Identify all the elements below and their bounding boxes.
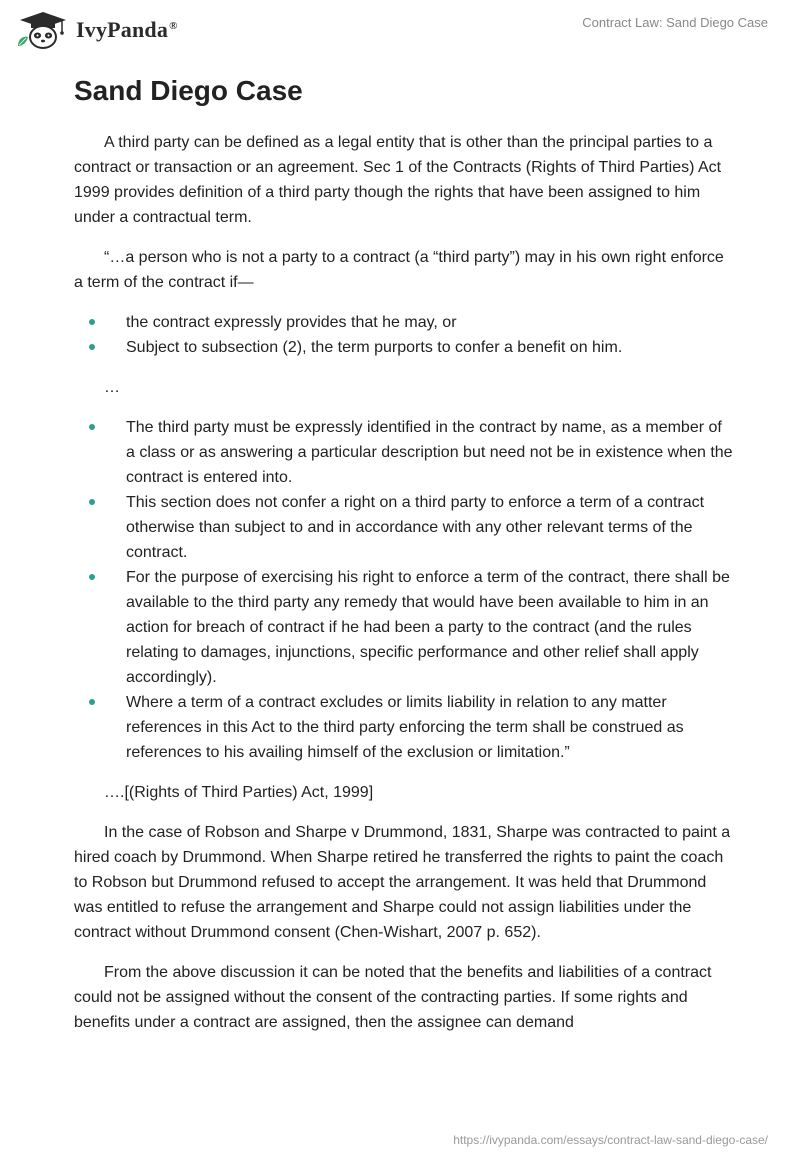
paragraph-robson-case: In the case of Robson and Sharpe v Drummond, 1831, Sharpe was contracted to paint a hired coach by Drummond. When Sharpe retired he transferred the rights to paint the coach to Robson but Drummond refused to accept the arrangement. It was held that Drummond was entitled to refuse the arrangement and Sharpe could not assign liabilities under the contract without Drummond consent (Chen-Wishart, 2007 p. 652). bbox=[74, 824, 731, 941]
list-item: The third party must be expressly identified in the contract by name, as a member of a class or as answering a particular description but need not be in existence when the contract is entered into. bbox=[74, 415, 734, 490]
logo-wordmark: IvyPanda® bbox=[76, 17, 178, 42]
panda-graduate-icon bbox=[14, 10, 72, 50]
page-title: Sand Diego Case bbox=[74, 75, 303, 106]
bullet-icon bbox=[89, 424, 95, 430]
list-item: For the purpose of exercising his right to enforce a term of the contract, there shall be available to the third party any remedy that would have been available to him in an action for breach of contract if he had been a party to the contract (and the rules relating to damages, injunctions, specific performance and other relief shall apply accordingly). bbox=[74, 565, 734, 690]
list-item: the contract expressly provides that he may, or bbox=[74, 310, 734, 335]
document-header-title: Contract Law: Sand Diego Case bbox=[582, 15, 768, 30]
paragraph-definition: A third party can be defined as a legal entity that is other than the principal parties to a contract or transaction or an agreement. Sec 1 of the Contracts (Rights of Third Parties) Act 1999 provides definition of a third party though the rights that have been assigned to him under a contractual term. bbox=[74, 134, 722, 226]
bullet-icon bbox=[89, 344, 95, 350]
bullet-icon bbox=[89, 699, 95, 705]
list-item: This section does not confer a right on a third party to enforce a term of a contract otherwise than subject to and in accordance with any other relevant terms of the contract. bbox=[74, 490, 734, 565]
bullet-list-provisions bbox=[74, 415, 734, 765]
article-body bbox=[74, 72, 734, 1050]
bullet-icon bbox=[89, 499, 95, 505]
bullet-list-conditions bbox=[74, 310, 734, 360]
act-citation: ….[(Rights of Third Parties) Act, 1999] bbox=[104, 784, 374, 801]
bullet-icon bbox=[89, 319, 95, 325]
paragraph-quote-intro: “…a person who is not a party to a contract (a “third party”) may in his own right enforce a term of the contract if— bbox=[74, 249, 724, 291]
list-item: Subject to subsection (2), the term purports to confer a benefit on him. bbox=[74, 335, 734, 360]
page-header bbox=[0, 0, 800, 60]
bullet-icon bbox=[89, 574, 95, 580]
ellipsis-line: … bbox=[104, 379, 120, 396]
list-item: Where a term of a contract excludes or limits liability in relation to any matter references in this Act to the third party enforcing the term shall be construed as references to his availing himself of the exclusion or limitation.” bbox=[74, 690, 734, 765]
paragraph-discussion: From the above discussion it can be noted that the benefits and liabilities of a contract could not be assigned without the consent of the contracting parties. If some rights and benefits under a contract are assigned, then the assignee can demand bbox=[74, 964, 712, 1031]
ivypanda-logo[interactable] bbox=[14, 10, 178, 50]
source-url[interactable]: https://ivypanda.com/essays/contract-law-sand-diego-case/ bbox=[453, 1133, 768, 1147]
